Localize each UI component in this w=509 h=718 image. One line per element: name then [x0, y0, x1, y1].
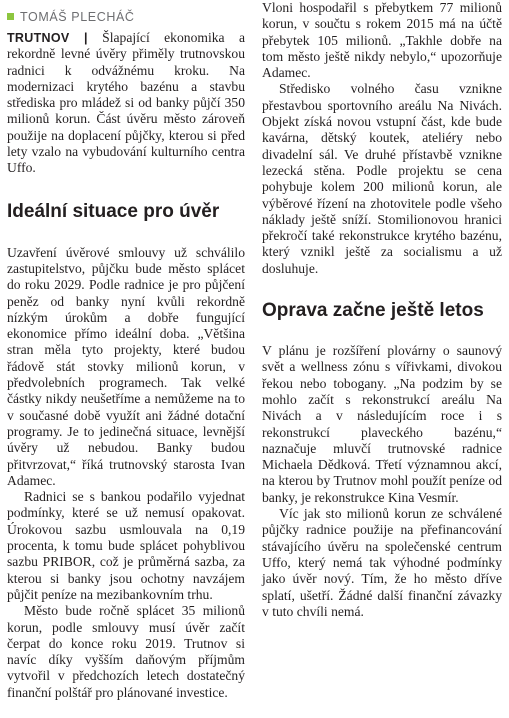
body-paragraph-5: V plánu je rozšíření plovárny o saunový svět a wellness zónu s vířivkami, divokou řekou nebo tobogany. „Na podzim by se mohlo začít s rekonstrukcí areálu Na Nivách a v následujícím roce i s rekonstrukcí plaveckého bazénu,“ naznačuje mluvčí trutnovské radnice Michaela Dědková. Třetí významnou akcí, na kterou by Trutnov mohl použít peníze od banky, je rekonstrukce Kina Vesmír. — [262, 343, 502, 505]
green-square-icon — [7, 13, 14, 20]
body-paragraph-4: Středisko volného času vznikne přestavbou sportovního areálu Na Nivách. Objekt získá novou vstupní část, kde bude kavárna, dětský koutek, ateliéry nebo divadelní sál. Ve druhé přístavbě vznikne lezecká stěna. Podle projektu se cena pohybuje kolem 200 milionů korun, ale výběrové řízení na zhotovitele podle všeho náklady ještě sníží. Stomilionovou hranici překročí také rekonstrukce krytého bazénu, který vznikl ještě za socialismu a už dosluhuje. — [262, 81, 502, 276]
body-paragraph-6: Víc jak sto milionů korun ze schválené půjčky radnice použije na přefinancování stávajícího úvěru na společenské centrum Uffo, který nemá tak výhodné podmínky jako úvěr nový. Tím, že ho město dříve splatí, ušetří. Žádné další finanční závazky v tuto chvíli nemá. — [262, 506, 502, 619]
right-column — [262, 0, 502, 620]
intro-text: Šlapající ekonomika a rekordně levné úvěry přiměly trutnovskou radnici k odvážnému kroku. Na modernizaci krytého bazénu a stavbu střediska pro mládež si od banky půjčí 350 milionů korun. Část úvěru město zároveň použije na doplacení půjčky, kterou si před lety vzalo na vybudování kulturního centra Uffo. — [7, 30, 245, 176]
body-paragraph-3: Město bude ročně splácet 35 milionů korun, podle smlouvy musí úvěr začít čerpat do konce roku 2019. Trutnov si navíc díky vyšším daňovým příjmům vytvořil v předchozích letech dostatečný finanční polštář pro plánované investice. — [7, 603, 245, 700]
dateline-separator: | — [83, 31, 88, 45]
body-paragraph-1: Uzavření úvěrové smlouvy už schválilo zastupitelstvo, půjčku bude město splácet do roku 2029. Podle radnice je pro půjčení peněz od banky nyní kvůli rekordně nízkým úrokům a dobře fungující ekonomice přímo ideální doba. „Většina stran měla tyto projekty, které budou řádově stát stovky milionů korun, v předvolebních programech. Tak velké částky nikdy neušetříme a nemůžeme na to v současné době využít ani žádné dotační programy. Je to jedinečná situace, levnější úvěry už nebudou. Banky budou přitvrzovat,“ říká trutnovský starosta Ivan Adamec. — [7, 244, 245, 488]
section-heading-ideal-situation: Ideální situace pro úvěr — [7, 200, 220, 222]
body-paragraph-3-continued: Vloni hospodařil s přebytkem 77 milionů korun, v součtu s rokem 2015 má na účtě přebytek 105 milionů. „Takhle dobře na tom město ještě nikdy nebylo,“ upozorňuje Adamec. — [262, 0, 502, 81]
dateline-place: TRUTNOV — [7, 31, 70, 45]
lead-paragraph — [7, 30, 245, 177]
left-column — [7, 0, 245, 701]
body-paragraph-2: Radnici se s bankou podařilo vyjednat podmínky, které se už nemusí opakovat. Úrokovou sazbu usmlouvala na 0,19 procenta, k tomu bude splácet pohyblivou sazbu PRIBOR, což je průměrná sazba, za kterou si banky jsou ochotny navzájem půjčit peníze na mezibankovním trhu. — [7, 489, 245, 602]
byline — [7, 4, 245, 30]
section-heading-repair-starts: Oprava začne ještě letos — [262, 300, 484, 322]
author-name: TOMÁŠ PLECHÁČ — [20, 10, 135, 24]
